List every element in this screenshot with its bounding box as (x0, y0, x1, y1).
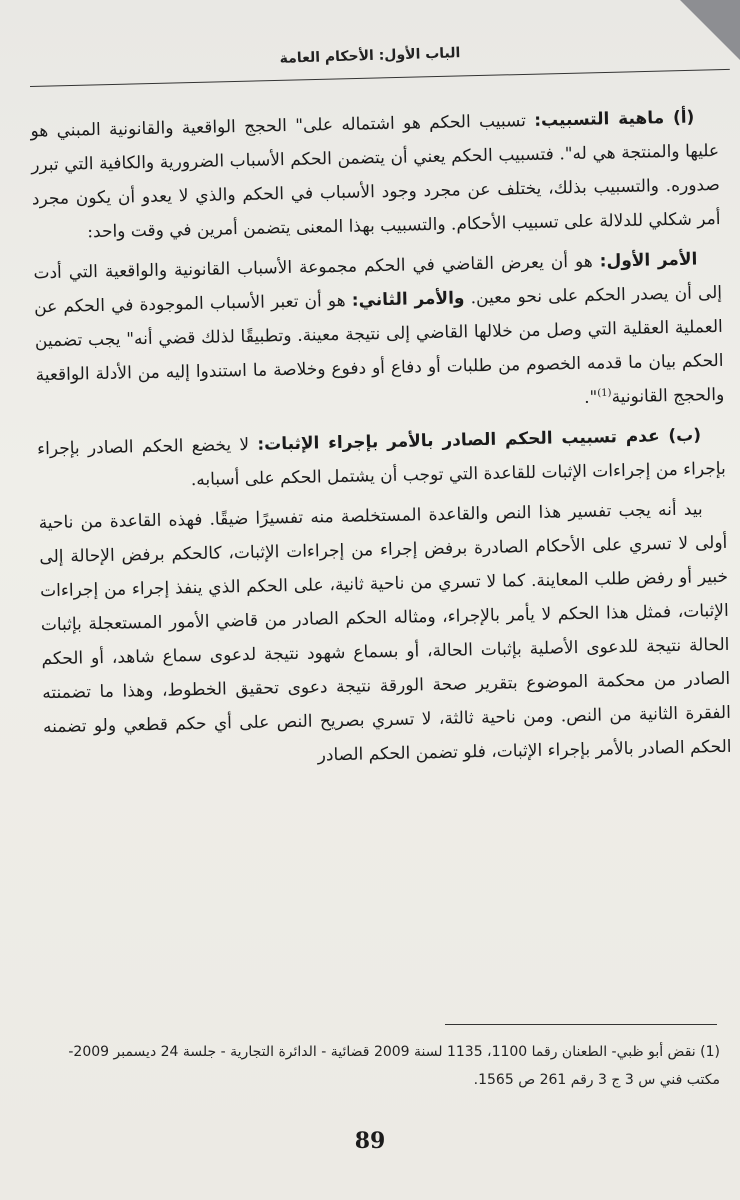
paragraph-text: هو أن يعرض القاضي في الحكم مجموعة الأسباب القانونية والواقعية التي أدت إلى أن يصدر الحكم على نحو معين. (33, 251, 723, 309)
footnote-rule (445, 1024, 717, 1025)
paragraph-text: بيد أنه يجب تفسير هذا النص والقاعدة المستخلصة منه تفسيرًا ضيقًا. فهذه القاعدة من ناحية أولى لا تسري على الأحكام الصادرة برفض إجراء من إجراءات الإثبات، كالحكم برفض الإحالة إلى خبير أو رفض طلب المعاينة. كما لا تسري من ناحية ثانية، على الحكم الذي ينفذ إجراء من إجراءات الإثبات، فمثل هذا الحكم لا يأمر بالإجراء، ومثاله الحكم الصادر من قاضي الأمور المستعجلة بإثبات الحالة نتيجة للدعوى الأصلية بإثبات الحالة، أو بسماع شهود نتيجة لدعوى سماع شاهد، أو الحكم الصادر من محكمة الموضوع بتقرير صحة الورقة نتيجة دعوى تحقيق الخطوط، وهذا ما تضمنته الفقرة الثانية من النص. ومن ناحية ثالثة، لا تسري بصريح النص على أي حكم قطعي ولو تضمنه الحكم الصادر بالأمر بإجراء الإثبات، فلو تضمن الحكم الصادر (38, 499, 732, 766)
page-number: 89 (354, 1128, 386, 1154)
paragraph-text: تسبيب الحكم هو اشتماله على" الحجج الواقعية والقانونية المبني هو عليها والمنتجة هي له". فتسبيب الحكم يعني أن يتضمن الحكم الأسباب الضرورية والكافية التي تبرر صدوره. والتسبيب بذلك، يختلف عن مجرد وجود الأسباب في الحكم والذي لا يعدو أن يكون مجرد أمر شكلي للدلالة على تسبيب الأحكام. والتسبيب بهذا المعنى يتضمن أمرين في وقت واحد: (30, 110, 721, 243)
running-header: الباب الأول: الأحكام العامة (279, 45, 461, 67)
page-corner-shadow (680, 0, 740, 60)
second-matter-heading: والأمر الثاني: (351, 288, 465, 311)
paragraph-first-and-second-matter (33, 242, 724, 426)
section-heading-a: (أ) ماهية التسبيب: (534, 107, 695, 131)
paragraph-narrow-interpretation (38, 492, 732, 778)
paragraph-text: هو أن تعبر الأسباب الموجودة في الحكم عن العملية العقلية التي وصل من خلالها القاضي إلى نتيجة معينة. وتطبيقًا لذلك قضي أنه" يجب تضمين الحكم بيان ما قدمه الخصوم من طلبات أو دفاع أو دفوع وخلاصة ما استندوا إليه من الأدلة الواقعية والحجج القانونية (33, 290, 725, 408)
paragraph-text: ". (583, 387, 598, 408)
paragraph-no-reasoning-for-evidence-order (37, 418, 726, 500)
paragraph-text: لا يخضع الحكم الصادر بإجراء بإجراء من إجراءات الإثبات للقاعدة التي توجب أن يشتمل الحكم على أسبابه. (36, 434, 726, 491)
main-text (30, 100, 732, 784)
first-matter-heading: الأمر الأول: (599, 249, 698, 272)
header-rule (30, 69, 730, 87)
footnote: (1) نقض أبو ظبي- الطعنان رقما 1100، 1135 لسنة 2009 قضائية - الدائرة التجارية - جلسة 24 ديسمبر 2009- مكتب فني س 3 ج 3 رقم 261 ص 1565. (68, 1044, 720, 1088)
footnote-reference: (1) (597, 387, 612, 399)
section-heading-b: (ب) عدم تسبيب الحكم الصادر بالأمر بإجراء الإثبات: (257, 425, 702, 455)
paragraph-nature-of-reasoning (30, 100, 721, 250)
